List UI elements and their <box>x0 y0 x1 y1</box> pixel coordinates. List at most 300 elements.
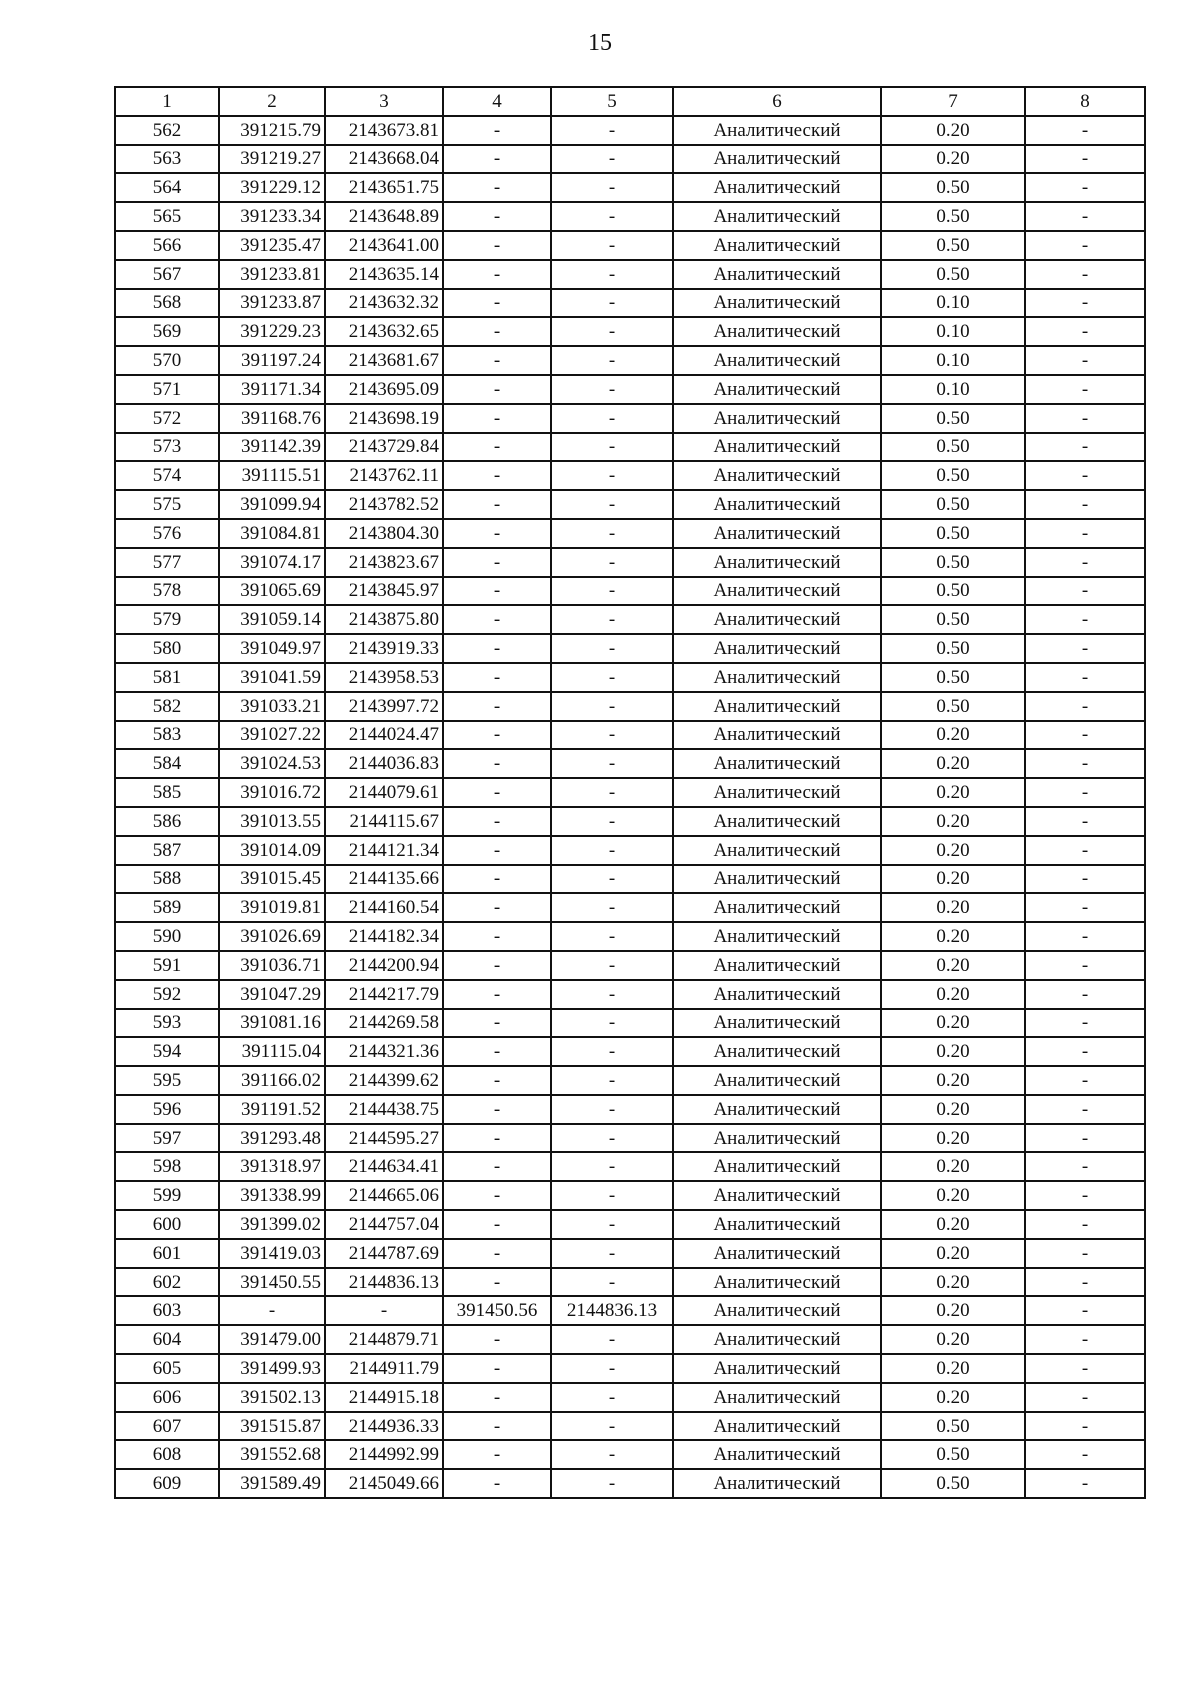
y-coordinate-cell: 2144936.33 <box>325 1412 443 1441</box>
accuracy-cell: 0.50 <box>881 260 1025 289</box>
method-cell: Аналитический <box>673 836 881 865</box>
x-coordinate-alt-cell: - <box>443 634 551 663</box>
y-coordinate-alt-cell: - <box>551 807 673 836</box>
x-coordinate-alt-cell: - <box>443 1354 551 1383</box>
column-header: 3 <box>325 87 443 116</box>
accuracy-cell: 0.20 <box>881 951 1025 980</box>
table-row <box>115 490 1145 519</box>
note-cell: - <box>1025 116 1145 145</box>
accuracy-cell: 0.50 <box>881 692 1025 721</box>
accuracy-cell: 0.50 <box>881 1440 1025 1469</box>
x-coordinate-cell: 391047.29 <box>219 980 325 1009</box>
accuracy-cell: 0.10 <box>881 346 1025 375</box>
x-coordinate-cell: - <box>219 1296 325 1325</box>
point-number-cell: 602 <box>115 1268 219 1297</box>
method-cell: Аналитический <box>673 145 881 174</box>
x-coordinate-alt-cell: - <box>443 836 551 865</box>
x-coordinate-cell: 391293.48 <box>219 1124 325 1153</box>
y-coordinate-alt-cell: - <box>551 1268 673 1297</box>
x-coordinate-alt-cell: - <box>443 260 551 289</box>
x-coordinate-cell: 391036.71 <box>219 951 325 980</box>
y-coordinate-cell: 2145049.66 <box>325 1469 443 1498</box>
x-coordinate-cell: 391013.55 <box>219 807 325 836</box>
point-number-cell: 570 <box>115 346 219 375</box>
column-header: 1 <box>115 87 219 116</box>
method-cell: Аналитический <box>673 1325 881 1354</box>
method-cell: Аналитический <box>673 346 881 375</box>
note-cell: - <box>1025 778 1145 807</box>
table-row <box>115 577 1145 606</box>
y-coordinate-cell: 2143632.65 <box>325 317 443 346</box>
x-coordinate-cell: 391024.53 <box>219 749 325 778</box>
y-coordinate-alt-cell: - <box>551 1009 673 1038</box>
note-cell: - <box>1025 1124 1145 1153</box>
y-coordinate-alt-cell: - <box>551 634 673 663</box>
point-number-cell: 581 <box>115 663 219 692</box>
x-coordinate-cell: 391033.21 <box>219 692 325 721</box>
y-coordinate-alt-cell: - <box>551 519 673 548</box>
table-row <box>115 202 1145 231</box>
note-cell: - <box>1025 692 1145 721</box>
point-number-cell: 589 <box>115 893 219 922</box>
y-coordinate-alt-cell: - <box>551 231 673 260</box>
y-coordinate-cell: 2143681.67 <box>325 346 443 375</box>
point-number-cell: 578 <box>115 577 219 606</box>
note-cell: - <box>1025 577 1145 606</box>
table-row <box>115 1383 1145 1412</box>
accuracy-cell: 0.10 <box>881 375 1025 404</box>
note-cell: - <box>1025 1268 1145 1297</box>
table-row <box>115 692 1145 721</box>
y-coordinate-alt-cell: - <box>551 1469 673 1498</box>
y-coordinate-alt-cell: - <box>551 663 673 692</box>
note-cell: - <box>1025 145 1145 174</box>
accuracy-cell: 0.20 <box>881 1296 1025 1325</box>
y-coordinate-cell: 2144399.62 <box>325 1066 443 1095</box>
x-coordinate-cell: 391233.34 <box>219 202 325 231</box>
y-coordinate-cell: 2143668.04 <box>325 145 443 174</box>
point-number-cell: 571 <box>115 375 219 404</box>
x-coordinate-alt-cell: - <box>443 433 551 462</box>
note-cell: - <box>1025 1383 1145 1412</box>
x-coordinate-alt-cell: - <box>443 951 551 980</box>
column-header: 6 <box>673 87 881 116</box>
method-cell: Аналитический <box>673 1296 881 1325</box>
y-coordinate-cell: 2143823.67 <box>325 548 443 577</box>
x-coordinate-cell: 391081.16 <box>219 1009 325 1038</box>
x-coordinate-alt-cell: - <box>443 1095 551 1124</box>
note-cell: - <box>1025 1325 1145 1354</box>
accuracy-cell: 0.20 <box>881 778 1025 807</box>
note-cell: - <box>1025 749 1145 778</box>
x-coordinate-cell: 391059.14 <box>219 605 325 634</box>
point-number-cell: 585 <box>115 778 219 807</box>
x-coordinate-alt-cell: - <box>443 519 551 548</box>
table-row <box>115 404 1145 433</box>
accuracy-cell: 0.50 <box>881 519 1025 548</box>
point-number-cell: 572 <box>115 404 219 433</box>
x-coordinate-alt-cell: - <box>443 865 551 894</box>
note-cell: - <box>1025 1296 1145 1325</box>
note-cell: - <box>1025 1440 1145 1469</box>
accuracy-cell: 0.10 <box>881 317 1025 346</box>
x-coordinate-alt-cell: - <box>443 1009 551 1038</box>
accuracy-cell: 0.50 <box>881 548 1025 577</box>
y-coordinate-alt-cell: 2144836.13 <box>551 1296 673 1325</box>
point-number-cell: 598 <box>115 1152 219 1181</box>
y-coordinate-alt-cell: - <box>551 836 673 865</box>
method-cell: Аналитический <box>673 375 881 404</box>
accuracy-cell: 0.20 <box>881 1181 1025 1210</box>
method-cell: Аналитический <box>673 893 881 922</box>
method-cell: Аналитический <box>673 202 881 231</box>
method-cell: Аналитический <box>673 1412 881 1441</box>
y-coordinate-cell: 2144836.13 <box>325 1268 443 1297</box>
point-number-cell: 569 <box>115 317 219 346</box>
x-coordinate-alt-cell: - <box>443 404 551 433</box>
x-coordinate-cell: 391074.17 <box>219 548 325 577</box>
x-coordinate-cell: 391019.81 <box>219 893 325 922</box>
table-row <box>115 951 1145 980</box>
x-coordinate-cell: 391235.47 <box>219 231 325 260</box>
method-cell: Аналитический <box>673 577 881 606</box>
y-coordinate-cell: 2143958.53 <box>325 663 443 692</box>
note-cell: - <box>1025 1009 1145 1038</box>
y-coordinate-cell: 2143698.19 <box>325 404 443 433</box>
note-cell: - <box>1025 1152 1145 1181</box>
table-row <box>115 980 1145 1009</box>
y-coordinate-cell: 2143673.81 <box>325 116 443 145</box>
point-number-cell: 579 <box>115 605 219 634</box>
method-cell: Аналитический <box>673 1181 881 1210</box>
y-coordinate-cell: 2144915.18 <box>325 1383 443 1412</box>
method-cell: Аналитический <box>673 1152 881 1181</box>
y-coordinate-alt-cell: - <box>551 461 673 490</box>
note-cell: - <box>1025 1095 1145 1124</box>
x-coordinate-alt-cell: - <box>443 202 551 231</box>
table-row <box>115 1440 1145 1469</box>
y-coordinate-cell: 2143845.97 <box>325 577 443 606</box>
method-cell: Аналитический <box>673 519 881 548</box>
point-number-cell: 597 <box>115 1124 219 1153</box>
point-number-cell: 580 <box>115 634 219 663</box>
x-coordinate-cell: 391115.51 <box>219 461 325 490</box>
method-cell: Аналитический <box>673 317 881 346</box>
note-cell: - <box>1025 173 1145 202</box>
note-cell: - <box>1025 548 1145 577</box>
x-coordinate-alt-cell: 391450.56 <box>443 1296 551 1325</box>
point-number-cell: 595 <box>115 1066 219 1095</box>
point-number-cell: 599 <box>115 1181 219 1210</box>
table-row <box>115 1325 1145 1354</box>
table-row <box>115 893 1145 922</box>
x-coordinate-cell: 391084.81 <box>219 519 325 548</box>
column-header: 2 <box>219 87 325 116</box>
column-header: 8 <box>1025 87 1145 116</box>
method-cell: Аналитический <box>673 980 881 1009</box>
y-coordinate-alt-cell: - <box>551 721 673 750</box>
y-coordinate-alt-cell: - <box>551 116 673 145</box>
x-coordinate-cell: 391065.69 <box>219 577 325 606</box>
y-coordinate-cell: 2143641.00 <box>325 231 443 260</box>
accuracy-cell: 0.20 <box>881 721 1025 750</box>
accuracy-cell: 0.20 <box>881 1239 1025 1268</box>
x-coordinate-cell: 391142.39 <box>219 433 325 462</box>
accuracy-cell: 0.20 <box>881 1095 1025 1124</box>
method-cell: Аналитический <box>673 1469 881 1498</box>
y-coordinate-alt-cell: - <box>551 1095 673 1124</box>
y-coordinate-alt-cell: - <box>551 1325 673 1354</box>
table-row <box>115 317 1145 346</box>
method-cell: Аналитический <box>673 1009 881 1038</box>
accuracy-cell: 0.20 <box>881 1354 1025 1383</box>
x-coordinate-cell: 391338.99 <box>219 1181 325 1210</box>
note-cell: - <box>1025 1354 1145 1383</box>
y-coordinate-cell: 2144757.04 <box>325 1210 443 1239</box>
column-header: 7 <box>881 87 1025 116</box>
x-coordinate-cell: 391318.97 <box>219 1152 325 1181</box>
table-row <box>115 1354 1145 1383</box>
x-coordinate-alt-cell: - <box>443 1469 551 1498</box>
table-row <box>115 346 1145 375</box>
x-coordinate-cell: 391229.23 <box>219 317 325 346</box>
x-coordinate-alt-cell: - <box>443 317 551 346</box>
y-coordinate-alt-cell: - <box>551 922 673 951</box>
x-coordinate-cell: 391197.24 <box>219 346 325 375</box>
x-coordinate-cell: 391041.59 <box>219 663 325 692</box>
table-row <box>115 1239 1145 1268</box>
accuracy-cell: 0.20 <box>881 116 1025 145</box>
point-number-cell: 603 <box>115 1296 219 1325</box>
method-cell: Аналитический <box>673 1210 881 1239</box>
x-coordinate-cell: 391450.55 <box>219 1268 325 1297</box>
method-cell: Аналитический <box>673 1383 881 1412</box>
note-cell: - <box>1025 289 1145 318</box>
y-coordinate-alt-cell: - <box>551 1152 673 1181</box>
x-coordinate-cell: 391479.00 <box>219 1325 325 1354</box>
method-cell: Аналитический <box>673 289 881 318</box>
accuracy-cell: 0.20 <box>881 749 1025 778</box>
y-coordinate-cell: 2144182.34 <box>325 922 443 951</box>
y-coordinate-cell: 2144911.79 <box>325 1354 443 1383</box>
table-row <box>115 519 1145 548</box>
accuracy-cell: 0.50 <box>881 663 1025 692</box>
x-coordinate-alt-cell: - <box>443 980 551 1009</box>
note-cell: - <box>1025 922 1145 951</box>
point-number-cell: 564 <box>115 173 219 202</box>
table-row <box>115 1296 1145 1325</box>
point-number-cell: 593 <box>115 1009 219 1038</box>
y-coordinate-cell: 2144135.66 <box>325 865 443 894</box>
coordinates-table <box>114 86 1146 1499</box>
point-number-cell: 565 <box>115 202 219 231</box>
point-number-cell: 568 <box>115 289 219 318</box>
x-coordinate-cell: 391166.02 <box>219 1066 325 1095</box>
point-number-cell: 562 <box>115 116 219 145</box>
x-coordinate-alt-cell: - <box>443 922 551 951</box>
method-cell: Аналитический <box>673 922 881 951</box>
table-row <box>115 807 1145 836</box>
point-number-cell: 576 <box>115 519 219 548</box>
accuracy-cell: 0.50 <box>881 1412 1025 1441</box>
note-cell: - <box>1025 346 1145 375</box>
accuracy-cell: 0.50 <box>881 461 1025 490</box>
column-header: 5 <box>551 87 673 116</box>
point-number-cell: 607 <box>115 1412 219 1441</box>
x-coordinate-cell: 391049.97 <box>219 634 325 663</box>
table-row <box>115 865 1145 894</box>
x-coordinate-cell: 391502.13 <box>219 1383 325 1412</box>
y-coordinate-alt-cell: - <box>551 260 673 289</box>
note-cell: - <box>1025 1469 1145 1498</box>
y-coordinate-alt-cell: - <box>551 173 673 202</box>
page-number: 15 <box>588 30 612 56</box>
note-cell: - <box>1025 1239 1145 1268</box>
point-number-cell: 583 <box>115 721 219 750</box>
table-row <box>115 1009 1145 1038</box>
method-cell: Аналитический <box>673 173 881 202</box>
point-number-cell: 608 <box>115 1440 219 1469</box>
x-coordinate-alt-cell: - <box>443 1124 551 1153</box>
y-coordinate-alt-cell: - <box>551 1440 673 1469</box>
point-number-cell: 609 <box>115 1469 219 1498</box>
table-row <box>115 1066 1145 1095</box>
accuracy-cell: 0.50 <box>881 173 1025 202</box>
point-number-cell: 577 <box>115 548 219 577</box>
x-coordinate-alt-cell: - <box>443 663 551 692</box>
point-number-cell: 573 <box>115 433 219 462</box>
y-coordinate-alt-cell: - <box>551 548 673 577</box>
x-coordinate-alt-cell: - <box>443 173 551 202</box>
y-coordinate-alt-cell: - <box>551 980 673 1009</box>
note-cell: - <box>1025 836 1145 865</box>
x-coordinate-alt-cell: - <box>443 1181 551 1210</box>
accuracy-cell: 0.20 <box>881 1037 1025 1066</box>
y-coordinate-cell: 2144160.54 <box>325 893 443 922</box>
accuracy-cell: 0.20 <box>881 1152 1025 1181</box>
table-row <box>115 1152 1145 1181</box>
note-cell: - <box>1025 893 1145 922</box>
y-coordinate-alt-cell: - <box>551 404 673 433</box>
method-cell: Аналитический <box>673 749 881 778</box>
note-cell: - <box>1025 1181 1145 1210</box>
y-coordinate-alt-cell: - <box>551 289 673 318</box>
point-number-cell: 600 <box>115 1210 219 1239</box>
point-number-cell: 582 <box>115 692 219 721</box>
y-coordinate-alt-cell: - <box>551 202 673 231</box>
x-coordinate-alt-cell: - <box>443 807 551 836</box>
x-coordinate-cell: 391552.68 <box>219 1440 325 1469</box>
y-coordinate-alt-cell: - <box>551 951 673 980</box>
point-number-cell: 601 <box>115 1239 219 1268</box>
table-row <box>115 1268 1145 1297</box>
method-cell: Аналитический <box>673 951 881 980</box>
x-coordinate-cell: 391399.02 <box>219 1210 325 1239</box>
x-coordinate-cell: 391499.93 <box>219 1354 325 1383</box>
y-coordinate-alt-cell: - <box>551 1412 673 1441</box>
note-cell: - <box>1025 663 1145 692</box>
x-coordinate-cell: 391099.94 <box>219 490 325 519</box>
method-cell: Аналитический <box>673 1124 881 1153</box>
x-coordinate-alt-cell: - <box>443 490 551 519</box>
x-coordinate-cell: 391589.49 <box>219 1469 325 1498</box>
table-row <box>115 634 1145 663</box>
y-coordinate-cell: 2144787.69 <box>325 1239 443 1268</box>
table-row <box>115 1412 1145 1441</box>
y-coordinate-cell: 2144200.94 <box>325 951 443 980</box>
x-coordinate-alt-cell: - <box>443 1239 551 1268</box>
point-number-cell: 594 <box>115 1037 219 1066</box>
x-coordinate-cell: 391027.22 <box>219 721 325 750</box>
table-row <box>115 231 1145 260</box>
y-coordinate-alt-cell: - <box>551 317 673 346</box>
table-body <box>115 116 1145 1498</box>
method-cell: Аналитический <box>673 116 881 145</box>
point-number-cell: 574 <box>115 461 219 490</box>
x-coordinate-alt-cell: - <box>443 346 551 375</box>
table-row <box>115 461 1145 490</box>
x-coordinate-alt-cell: - <box>443 721 551 750</box>
accuracy-cell: 0.20 <box>881 865 1025 894</box>
y-coordinate-alt-cell: - <box>551 375 673 404</box>
y-coordinate-alt-cell: - <box>551 1037 673 1066</box>
y-coordinate-alt-cell: - <box>551 749 673 778</box>
method-cell: Аналитический <box>673 260 881 289</box>
x-coordinate-alt-cell: - <box>443 1066 551 1095</box>
y-coordinate-cell: - <box>325 1296 443 1325</box>
note-cell: - <box>1025 1066 1145 1095</box>
x-coordinate-alt-cell: - <box>443 778 551 807</box>
y-coordinate-cell: 2143695.09 <box>325 375 443 404</box>
x-coordinate-cell: 391191.52 <box>219 1095 325 1124</box>
y-coordinate-cell: 2143782.52 <box>325 490 443 519</box>
y-coordinate-cell: 2144438.75 <box>325 1095 443 1124</box>
y-coordinate-alt-cell: - <box>551 1354 673 1383</box>
method-cell: Аналитический <box>673 1239 881 1268</box>
table-row <box>115 260 1145 289</box>
y-coordinate-alt-cell: - <box>551 490 673 519</box>
method-cell: Аналитический <box>673 807 881 836</box>
method-cell: Аналитический <box>673 231 881 260</box>
method-cell: Аналитический <box>673 404 881 433</box>
method-cell: Аналитический <box>673 865 881 894</box>
x-coordinate-cell: 391233.87 <box>219 289 325 318</box>
x-coordinate-alt-cell: - <box>443 548 551 577</box>
y-coordinate-cell: 2144665.06 <box>325 1181 443 1210</box>
y-coordinate-alt-cell: - <box>551 1066 673 1095</box>
accuracy-cell: 0.20 <box>881 807 1025 836</box>
note-cell: - <box>1025 461 1145 490</box>
table-row <box>115 289 1145 318</box>
x-coordinate-alt-cell: - <box>443 1152 551 1181</box>
x-coordinate-cell: 391171.34 <box>219 375 325 404</box>
y-coordinate-alt-cell: - <box>551 692 673 721</box>
note-cell: - <box>1025 260 1145 289</box>
accuracy-cell: 0.50 <box>881 202 1025 231</box>
accuracy-cell: 0.20 <box>881 980 1025 1009</box>
table-row <box>115 433 1145 462</box>
x-coordinate-alt-cell: - <box>443 375 551 404</box>
table-row <box>115 375 1145 404</box>
x-coordinate-cell: 391168.76 <box>219 404 325 433</box>
method-cell: Аналитический <box>673 634 881 663</box>
point-number-cell: 588 <box>115 865 219 894</box>
table-row <box>115 1181 1145 1210</box>
accuracy-cell: 0.20 <box>881 893 1025 922</box>
note-cell: - <box>1025 202 1145 231</box>
note-cell: - <box>1025 317 1145 346</box>
note-cell: - <box>1025 865 1145 894</box>
